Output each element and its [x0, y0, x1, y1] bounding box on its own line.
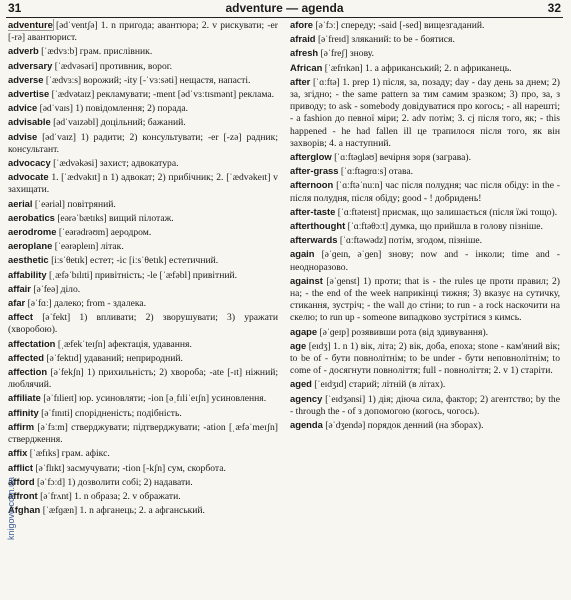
entry-headword: adverb: [8, 45, 39, 57]
dictionary-entry: [290, 76, 560, 150]
right-column: [290, 19, 560, 598]
dictionary-entry: [8, 447, 278, 460]
entry-definition: 1. n 1) вік, літа; 2) вік, доба, епоха; stone - кам'яний вік; to be of - бути повнолітнім; to be under - бути неповнолітнім; to come of - досягнути повноліття; full - повноліття; 2. v 1) старіти.: [290, 340, 560, 377]
entry-definition: стверджувати; підтверджувати; -ation [ˌæfəˈmeɪʃn] ствердження.: [8, 421, 278, 446]
entry-headword: after-grass: [290, 165, 339, 177]
dictionary-entry: [8, 88, 278, 101]
entry-headword: afternoon: [290, 179, 334, 191]
entry-headword: afraid: [290, 33, 316, 45]
dictionary-entry: [290, 234, 560, 247]
entry-definition: 1. a африканський; 2. n африканець.: [365, 62, 512, 74]
dictionary-entry: [8, 171, 278, 196]
dictionary-entry: [290, 151, 560, 164]
entry-definition: отава.: [388, 166, 414, 178]
entry-definition: 1) дія; діюча сила, фактор; 2) агентство; by the - through the - of з допомогою (когось, чогось).: [290, 393, 560, 417]
dictionary-entry: [8, 102, 278, 115]
entry-headword: agape: [290, 325, 318, 337]
dictionary-entry: [290, 33, 560, 46]
entry-transcription: [əˈdʒendə]: [325, 420, 366, 432]
entry-definition: 1. n пригода; авантюра; 2. v рискувати; -er [-rə] авантюрист.: [8, 20, 278, 44]
entry-transcription: [əˈflɪkt]: [35, 462, 65, 474]
entry-definition: засмучувати; -tion [-kʃn] сум, скорбота.: [66, 462, 226, 474]
entry-definition: спорідненість; подібність.: [75, 407, 182, 419]
entry-transcription: [eɪdʒ]: [308, 340, 331, 352]
entry-headword: aerobatics: [8, 211, 55, 223]
entry-headword: affability: [8, 268, 47, 280]
entry-transcription: [əˈfɪlieɪt]: [43, 393, 77, 405]
entry-transcription: [əˈfɔːd]: [36, 476, 65, 488]
entry-definition: естет; -ic [iːsˈθetɪk] естетичний.: [90, 255, 219, 267]
entry-transcription: [ədˈventʃə]: [56, 20, 98, 31]
dictionary-entry: [8, 392, 278, 405]
dictionary-entry: [8, 254, 278, 267]
dictionary-entry: [8, 19, 278, 44]
dictionary-entry: [8, 476, 278, 489]
entry-headword: advisable: [8, 116, 51, 128]
dictionary-entry: [290, 393, 560, 418]
entry-transcription: [əˈɡenst]: [326, 275, 360, 287]
entry-definition: спереду; -said [-sed] вищезгаданий.: [341, 20, 485, 31]
entry-headword: aerodrome: [8, 226, 57, 238]
dictionary-entry: [8, 297, 278, 310]
entry-definition: присмак, що залишається (після їжі тощо).: [382, 206, 558, 218]
dictionary-entry: [8, 366, 278, 391]
entry-definition: доцільний; бажаний.: [100, 117, 186, 129]
entry-headword: affected: [8, 351, 44, 363]
entry-definition: 1. n афганець; 2. a афганський.: [79, 505, 205, 517]
dictionary-entry: [8, 407, 278, 420]
entry-definition: знову; now and - інколи; time and - неодноразово.: [290, 249, 560, 273]
entry-transcription: [əˈfreʃ]: [320, 48, 348, 60]
dictionary-entry: [8, 45, 278, 58]
dictionary-entry: [8, 421, 278, 446]
entry-transcription: [ədˈvaɪz]: [42, 131, 76, 143]
entry-definition: 1) радити; 2) консультувати; -er [-zə] радник; консультант.: [8, 131, 278, 155]
entry-transcription: [ˈædvəkəsi]: [53, 158, 98, 170]
entry-definition: грам. прислівник.: [79, 46, 153, 58]
entry-transcription: [ˈeərəpleɪn]: [54, 241, 99, 253]
entry-definition: думка, що прийшла в голову пізніше.: [390, 221, 543, 233]
page-header: [6, 1, 563, 18]
entry-transcription: [ədˈvaɪs]: [39, 103, 73, 115]
left-page-number: 31: [8, 1, 22, 15]
entry-definition: зляканий: to be - боятися.: [351, 34, 455, 46]
entry-headword: afterwards: [290, 234, 338, 246]
dictionary-entry: [8, 283, 278, 296]
entry-headword: afterglow: [290, 151, 332, 163]
entry-headword: again: [290, 248, 315, 260]
dictionary-entry: [8, 504, 278, 517]
entry-definition: літак.: [100, 241, 124, 253]
entry-headword: affectation: [8, 337, 56, 349]
entry-transcription: [əˈfekt]: [42, 312, 71, 324]
entry-definition: 1) дозволити собі; 2) надавати.: [67, 476, 193, 488]
dictionary-entry: [8, 269, 278, 282]
entry-definition: вечірня зоря (заграва).: [379, 152, 472, 164]
entry-transcription: [əˈfɔː]: [315, 20, 339, 31]
dictionary-entry: [8, 60, 278, 73]
entry-definition: порядок денний (на зборах).: [367, 420, 484, 432]
dictionary-entry: [8, 240, 278, 253]
entry-definition: час після полудня; час після обіду: in the - після полудня, після обіду; good - ! добридень!: [290, 180, 560, 204]
dictionary-entry: [290, 419, 560, 432]
entry-headword: against: [290, 274, 323, 286]
entry-headword: aesthetic: [8, 254, 49, 266]
entry-definition: далеко; from - здалека.: [54, 298, 147, 310]
running-head: adventure — agenda: [225, 1, 344, 15]
entry-headword: Afghan: [8, 504, 41, 516]
entry-headword: adversary: [8, 59, 53, 71]
entry-headword: aged: [290, 378, 312, 390]
left-column: [8, 19, 278, 598]
dictionary-entry: [290, 326, 560, 339]
entry-headword: afore: [290, 19, 313, 30]
entry-transcription: [əˈfekʃn]: [50, 367, 84, 379]
dictionary-entry: [290, 179, 560, 204]
entry-headword: affirm: [8, 420, 35, 432]
entry-headword: age: [290, 339, 307, 351]
dictionary-entry: [290, 165, 560, 178]
entry-transcription: [ˈɑːftəɡrɑːs]: [340, 166, 387, 178]
entry-headword: affinity: [8, 406, 39, 418]
entry-transcription: [ˈæfrɪkən]: [324, 62, 363, 74]
entry-transcription: [əˈfreɪd]: [317, 34, 349, 46]
entry-transcription: [ˈædvɜːb]: [41, 46, 78, 58]
entry-transcription: [ədˈvaɪzəbl]: [53, 117, 99, 129]
entry-transcription: [əˈfrʌnt]: [40, 490, 72, 502]
entry-transcription: [əˈfɑː]: [27, 298, 52, 310]
dictionary-entry: [290, 19, 560, 32]
entry-headword: affront: [8, 489, 38, 501]
entry-definition: 1) впливати; 2) зворушувати; 3) уражати (хворобою).: [8, 312, 278, 336]
entry-definition: 1) повідомлення; 2) порада.: [75, 103, 188, 115]
entry-definition: 1. n образа; 2. v ображати.: [74, 490, 181, 502]
entry-headword: aeroplane: [8, 240, 53, 252]
dictionary-entry: [8, 74, 278, 87]
dictionary-entry: [8, 131, 278, 156]
entry-headword: afar: [8, 297, 26, 309]
entry-headword: advertise: [8, 88, 50, 100]
entry-headword: affect: [8, 311, 34, 323]
dictionary-entry: [8, 311, 278, 336]
entry-definition: грам. афікс.: [61, 448, 110, 460]
entry-transcription: 1. [ˈædvəkɪt]: [51, 172, 101, 184]
dictionary-entry: [290, 47, 560, 60]
entry-definition: n 1) адвокат; 2) прибічник; 2. [ˈædvəkeɪt] v захищати.: [8, 172, 278, 196]
dictionary-entry: [8, 157, 278, 170]
entry-headword: advise: [8, 130, 38, 142]
entry-definition: юр. усиновляти; -ion [əˌfɪliˈeɪʃn] усиновлення.: [79, 393, 267, 405]
entry-headword: affix: [8, 447, 28, 459]
dictionary-entry: [290, 206, 560, 219]
entry-definition: рекламувати; -ment [ədˈvɜːtɪsmənt] реклама.: [96, 89, 274, 101]
dictionary-entry: [8, 490, 278, 503]
entry-definition: противник, ворог.: [99, 60, 173, 72]
entry-transcription: [ˈɑːftəwədz]: [339, 235, 387, 247]
entry-headword: afflict: [8, 461, 34, 473]
right-page-number: 32: [547, 1, 561, 15]
entry-headword: after-taste: [290, 205, 336, 217]
entry-transcription: [ˈeərədrəʊm]: [58, 227, 109, 239]
entry-headword: African: [290, 61, 323, 73]
entry-headword: affection: [8, 366, 48, 378]
entry-transcription: [eərəˈbætɪks]: [57, 212, 107, 224]
entry-definition: привітність; -le [ˈæfəbl] привітний.: [94, 269, 238, 281]
entry-definition: захист; адвокатура.: [99, 158, 179, 170]
entry-transcription: [ˈɑːftə]: [313, 76, 340, 88]
entry-transcription: [ˈɑːftəθɔːt]: [347, 221, 388, 233]
dictionary-entry: [8, 226, 278, 239]
entry-definition: 1) прихильність; 2) хвороба; -ate [-ɪt] ніжний; люблячий.: [8, 367, 278, 391]
entry-transcription: [əˈɡeɪn, əˈɡen]: [321, 249, 382, 261]
entry-definition: удаваний; неприродний.: [84, 352, 183, 364]
entry-headword: advocacy: [8, 157, 51, 169]
dictionary-entry: [8, 462, 278, 475]
entry-transcription: [ˈeɪdʒənsi]: [325, 393, 366, 405]
entry-headword: afresh: [290, 47, 319, 59]
entry-headword: agency: [290, 392, 323, 404]
entry-headword: affiliate: [8, 392, 41, 404]
entry-transcription: [əˈɡeɪp]: [319, 326, 350, 338]
entry-definition: 1. prep 1) після, за, позаду; day - day день за днем; 2) за, згідно; - the same pattern за тим самим зразком; 3) про, за, з приводу; to ask - somebody довідуватися про когось; - all нарешті; - a fashion до певної міри; 2. adv потім; 3. cj після того, як; - this happened - he had fallen ill це трапилося після того, як він захворів; 4. a наступний.: [290, 76, 560, 149]
dictionary-entry: [8, 116, 278, 129]
entry-definition: потім, згодом, пізніше.: [388, 235, 483, 247]
entry-transcription: [ˈɑːftəteɪst]: [337, 206, 380, 218]
entry-headword: adverse: [8, 73, 44, 85]
dictionary-entry: [290, 378, 560, 391]
entry-transcription: [əˈfɜːm]: [37, 421, 68, 433]
entry-definition: розявивши рота (від здивування).: [351, 326, 489, 338]
entry-definition: 1) проти; that is - the rules це проти правил; 2) на; - the end of the week наприкінці тижня; 3) вказує на сутичку, стикання, зустріч; - the wall до стіни; to run - a rock наскочити на скелю; to run up - someone випадково зустрітися з кимсь.: [290, 275, 560, 324]
entry-definition: ворожий; -ity [-ˈvɜːsəti] нещастя, напасті.: [83, 74, 251, 86]
dictionary-entry: [8, 352, 278, 365]
dictionary-entry: [8, 212, 278, 225]
entry-transcription: [əˈfeə]: [33, 283, 59, 295]
dictionary-entry: [8, 198, 278, 211]
entry-definition: діло.: [60, 283, 81, 295]
entry-definition: старий; літній (в літах).: [348, 379, 446, 391]
entry-transcription: [ˈæfɡæn]: [42, 505, 78, 517]
dictionary-entry: [290, 62, 560, 75]
entry-transcription: [ˈeəriəl]: [34, 198, 65, 210]
dictionary-entry: [8, 338, 278, 351]
entry-headword: adventure: [8, 19, 53, 30]
dictionary-entry: [290, 340, 560, 378]
entry-transcription: [ˌæfekˈteɪʃn]: [57, 338, 106, 350]
entry-transcription: [ˈɑːftəˈnuːn]: [336, 180, 383, 192]
entry-definition: вищий пілотаж.: [109, 212, 174, 224]
entry-transcription: [ˈeɪdʒɪd]: [314, 379, 347, 391]
entry-headword: affair: [8, 282, 31, 294]
entry-transcription: [əˈfektɪd]: [46, 352, 82, 364]
entry-definition: аеродром.: [110, 227, 152, 239]
entry-transcription: [ˈædvɜːs]: [45, 74, 81, 86]
entry-transcription: [ˌæfəˈbɪlɪti]: [48, 269, 93, 281]
entry-definition: афектація, удавання.: [107, 338, 192, 350]
entry-transcription: [ˈædvətaɪz]: [51, 89, 95, 101]
entry-definition: повітряний.: [67, 198, 116, 210]
entry-transcription: [ˈæfɪks]: [29, 448, 60, 460]
entry-headword: afford: [8, 475, 35, 487]
entry-transcription: [iːsˈθetɪk]: [51, 255, 88, 267]
entry-headword: agenda: [290, 419, 323, 431]
side-watermark: knigovo.com.ua: [6, 476, 16, 540]
dictionary-entry: [290, 220, 560, 233]
entry-headword: advice: [8, 102, 38, 114]
entry-headword: aerial: [8, 197, 33, 209]
entry-headword: after: [290, 75, 311, 87]
entry-definition: знову.: [349, 48, 375, 60]
dictionary-entry: [290, 275, 560, 325]
dictionary-entry: [290, 248, 560, 273]
entry-headword: advocate: [8, 171, 49, 183]
entry-transcription: [ˈɑːftəɡləʊ]: [334, 152, 378, 164]
entry-transcription: [ˈædvəsəri]: [54, 60, 98, 72]
entry-transcription: [əˈfɪnɪti]: [41, 407, 73, 419]
entry-headword: afterthought: [290, 220, 346, 232]
